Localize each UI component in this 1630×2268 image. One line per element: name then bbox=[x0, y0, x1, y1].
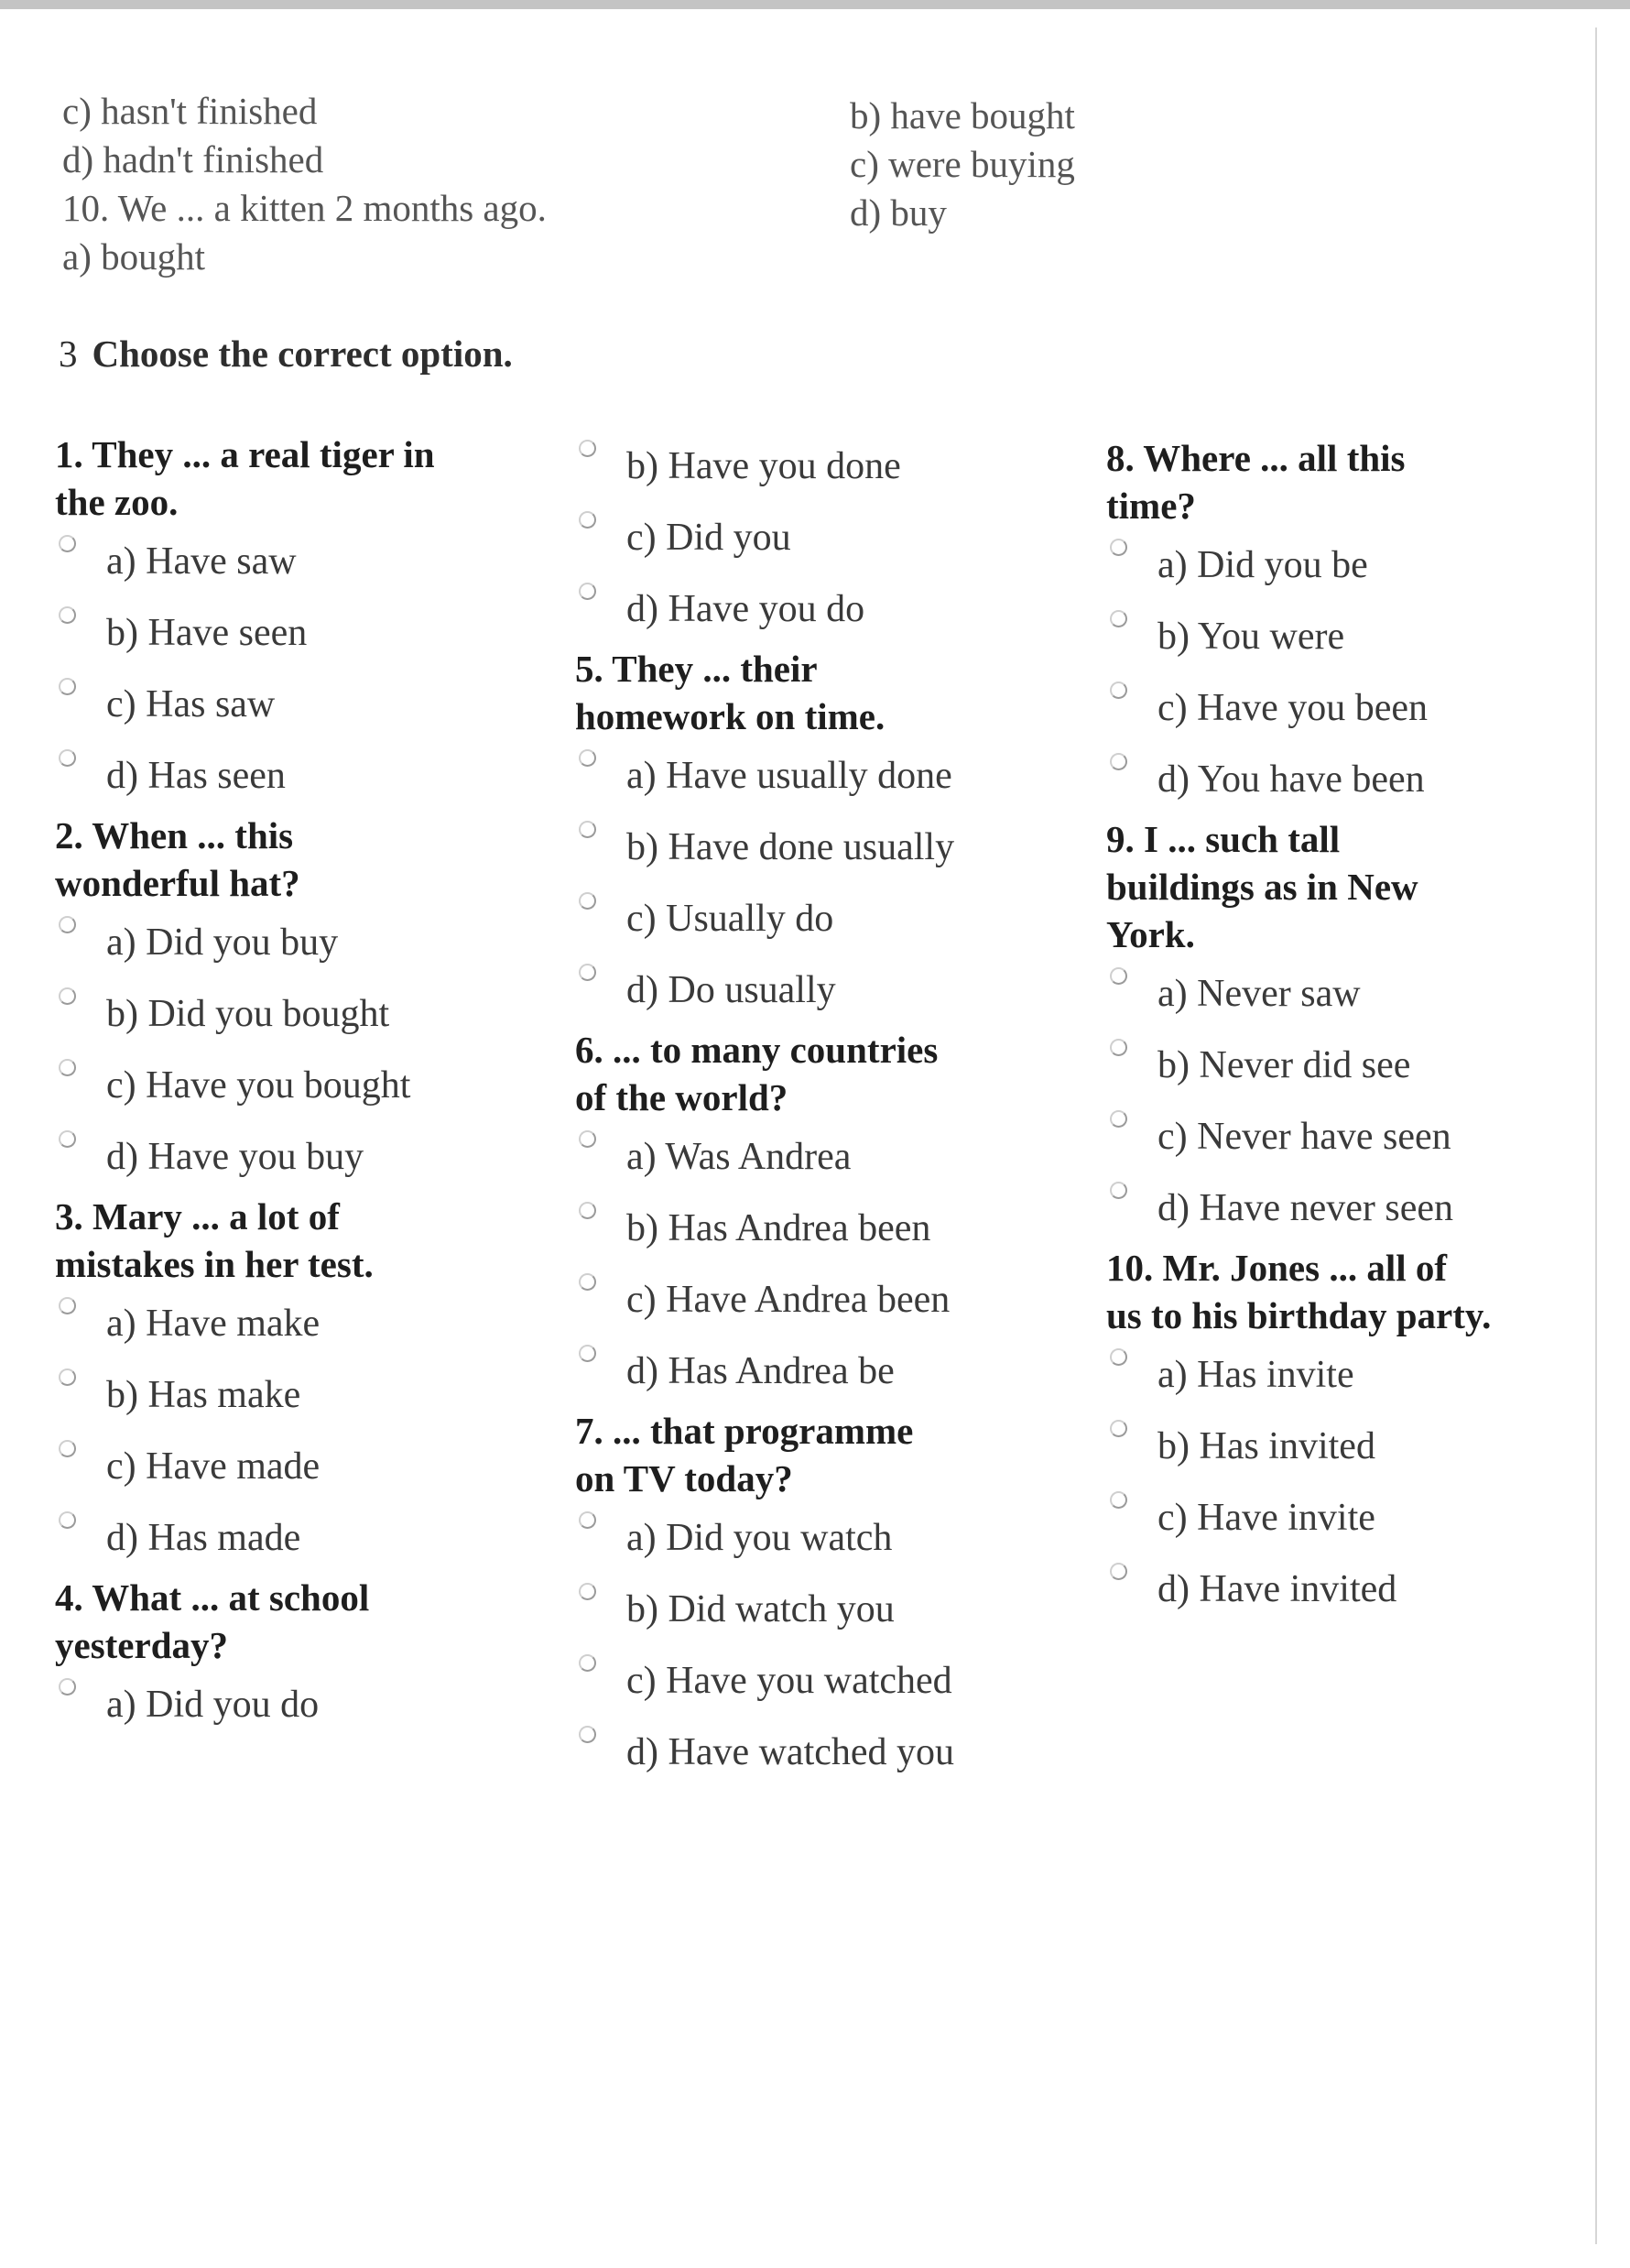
answer-option[interactable] bbox=[575, 740, 1088, 812]
radio-circle-icon[interactable] bbox=[1110, 1420, 1127, 1437]
answer-option[interactable] bbox=[55, 597, 568, 669]
radio-circle-icon[interactable] bbox=[579, 749, 596, 767]
question-stem: buildings as in New bbox=[1106, 866, 1418, 908]
answer-option[interactable] bbox=[575, 1645, 1088, 1717]
answer-option-label: c) Did you bbox=[626, 517, 791, 559]
answer-option-label: b) You were bbox=[1157, 616, 1345, 658]
radio-circle-icon[interactable] bbox=[1110, 753, 1127, 770]
answer-option-label: c) Have you been bbox=[1157, 687, 1429, 729]
question-stem: mistakes in her test. bbox=[55, 1243, 374, 1285]
questions-column-3 bbox=[1106, 434, 1619, 1625]
answer-option[interactable] bbox=[575, 1336, 1088, 1407]
question-stem: time? bbox=[1106, 485, 1196, 527]
answer-option-label: b) Never did see bbox=[1157, 1044, 1411, 1086]
radio-circle-icon[interactable] bbox=[1110, 681, 1127, 699]
question bbox=[1106, 434, 1619, 815]
question-stem: 9. I ... such tall bbox=[1106, 818, 1341, 860]
answer-option[interactable] bbox=[575, 1121, 1088, 1193]
radio-circle-icon[interactable] bbox=[1110, 1491, 1127, 1509]
answer-option[interactable] bbox=[1106, 1172, 1619, 1244]
answer-option-label: b) Has make bbox=[106, 1374, 301, 1416]
answer-option[interactable] bbox=[1106, 601, 1619, 672]
question bbox=[55, 431, 568, 812]
answer-option-label: c) Never have seen bbox=[1157, 1116, 1451, 1158]
answer-option-label: d) Have you buy bbox=[106, 1136, 364, 1178]
radio-circle-icon[interactable] bbox=[59, 678, 76, 695]
question-stem: wonderful hat? bbox=[55, 862, 300, 904]
radio-circle-icon[interactable] bbox=[579, 1583, 596, 1600]
radio-circle-icon[interactable] bbox=[579, 1654, 596, 1672]
previous-exercise-right bbox=[850, 92, 1075, 237]
radio-circle-icon[interactable] bbox=[579, 1726, 596, 1743]
answer-option[interactable] bbox=[1106, 1339, 1619, 1411]
question-stem: 8. Where ... all this bbox=[1106, 437, 1406, 479]
answer-option-label: b) Did watch you bbox=[626, 1588, 895, 1630]
radio-circle-icon[interactable] bbox=[579, 511, 596, 529]
radio-circle-icon[interactable] bbox=[59, 1297, 76, 1314]
prev-line: b) have bought bbox=[850, 94, 1075, 136]
answer-option[interactable] bbox=[55, 1431, 568, 1502]
answer-option-label: d) Have you do bbox=[626, 588, 865, 630]
question-stem: 3. Mary ... a lot of bbox=[55, 1195, 340, 1238]
answer-option-label: c) Has saw bbox=[106, 683, 276, 725]
radio-circle-icon[interactable] bbox=[59, 606, 76, 624]
answer-option[interactable] bbox=[55, 907, 568, 978]
prev-line: 10. We ... a kitten 2 months ago. bbox=[62, 187, 547, 229]
question bbox=[1106, 1244, 1619, 1625]
answer-option[interactable] bbox=[1106, 1554, 1619, 1625]
answer-option-label: c) Have Andrea been bbox=[626, 1279, 951, 1321]
answer-option[interactable] bbox=[575, 573, 1088, 645]
answer-option-label: d) Have invited bbox=[1157, 1568, 1397, 1610]
answer-option[interactable] bbox=[55, 1288, 568, 1359]
answer-option[interactable] bbox=[1106, 1411, 1619, 1482]
question-stem: 6. ... to many countries bbox=[575, 1029, 939, 1071]
answer-option-label: d) Have never seen bbox=[1157, 1187, 1453, 1229]
question-stem: on TV today? bbox=[575, 1457, 793, 1499]
answer-option[interactable] bbox=[55, 1359, 568, 1431]
radio-circle-icon[interactable] bbox=[59, 1368, 76, 1386]
answer-option-label: a) Did you be bbox=[1157, 544, 1368, 586]
answer-option-label: d) Has seen bbox=[106, 755, 286, 797]
question-stem: homework on time. bbox=[575, 695, 886, 737]
radio-circle-icon[interactable] bbox=[1110, 1563, 1127, 1580]
question bbox=[575, 431, 1088, 645]
answer-option[interactable] bbox=[575, 1717, 1088, 1788]
answer-option-label: a) Never saw bbox=[1157, 973, 1361, 1015]
section-number: 3 bbox=[59, 333, 78, 375]
radio-circle-icon[interactable] bbox=[59, 1511, 76, 1529]
answer-option-label: a) Have usually done bbox=[626, 755, 952, 797]
previous-exercise-left bbox=[62, 87, 547, 281]
answer-option-label: b) Have seen bbox=[106, 612, 308, 654]
answer-option-label: c) Have you watched bbox=[626, 1660, 952, 1702]
radio-circle-icon[interactable] bbox=[59, 1130, 76, 1148]
answer-option[interactable] bbox=[1106, 1482, 1619, 1554]
prev-line: a) bought bbox=[62, 235, 205, 278]
answer-option[interactable] bbox=[55, 1050, 568, 1121]
answer-option-label: c) Usually do bbox=[626, 898, 834, 940]
prev-line: c) hasn't finished bbox=[62, 90, 318, 132]
question bbox=[55, 812, 568, 1193]
scan-top-edge bbox=[0, 0, 1630, 9]
answer-option[interactable] bbox=[55, 526, 568, 597]
question-stem: 10. Mr. Jones ... all of bbox=[1106, 1247, 1448, 1289]
answer-option[interactable] bbox=[575, 1264, 1088, 1336]
radio-circle-icon[interactable] bbox=[59, 535, 76, 552]
question bbox=[1106, 815, 1619, 1244]
question-stem: the zoo. bbox=[55, 481, 179, 523]
radio-circle-icon[interactable] bbox=[59, 1440, 76, 1457]
answer-option[interactable] bbox=[1106, 1030, 1619, 1101]
radio-circle-icon[interactable] bbox=[579, 964, 596, 981]
prev-line: c) were buying bbox=[850, 143, 1075, 185]
answer-option[interactable] bbox=[1106, 672, 1619, 744]
prev-line: d) hadn't finished bbox=[62, 138, 324, 180]
question bbox=[575, 1407, 1088, 1788]
answer-option-label: a) Did you watch bbox=[626, 1517, 893, 1559]
radio-circle-icon[interactable] bbox=[1110, 1182, 1127, 1199]
answer-option-label: a) Did you do bbox=[106, 1684, 320, 1726]
question-stem: 5. They ... their bbox=[575, 648, 818, 690]
radio-circle-icon[interactable] bbox=[59, 916, 76, 933]
question-stem: 7. ... that programme bbox=[575, 1410, 914, 1452]
question-stem: us to his birthday party. bbox=[1106, 1294, 1492, 1336]
radio-circle-icon[interactable] bbox=[1110, 1039, 1127, 1056]
answer-option-label: b) Has invited bbox=[1157, 1425, 1375, 1467]
answer-option-label: c) Have made bbox=[106, 1445, 321, 1488]
question-stem: York. bbox=[1106, 913, 1195, 955]
radio-circle-icon[interactable] bbox=[1110, 967, 1127, 985]
question bbox=[55, 1193, 568, 1574]
answer-option-label: d) You have been bbox=[1157, 758, 1425, 801]
answer-option-label: b) Have done usually bbox=[626, 826, 955, 868]
radio-circle-icon[interactable] bbox=[579, 892, 596, 910]
question bbox=[575, 645, 1088, 1026]
answer-option-label: d) Has made bbox=[106, 1517, 301, 1559]
radio-circle-icon[interactable] bbox=[59, 1678, 76, 1696]
answer-option-label: a) Was Andrea bbox=[626, 1136, 852, 1178]
question-stem: 2. When ... this bbox=[55, 814, 294, 856]
answer-option-label: c) Have you bought bbox=[106, 1064, 411, 1107]
answer-option[interactable] bbox=[575, 1193, 1088, 1264]
answer-option[interactable] bbox=[55, 669, 568, 740]
answer-option[interactable] bbox=[575, 431, 1088, 502]
answer-option-label: b) Did you bought bbox=[106, 993, 390, 1035]
questions-column-1 bbox=[55, 431, 568, 1740]
question-stem: 1. They ... a real tiger in bbox=[55, 433, 435, 475]
answer-option[interactable] bbox=[55, 1502, 568, 1574]
answer-option-label: a) Has invite bbox=[1157, 1354, 1354, 1396]
answer-option-label: b) Have you done bbox=[626, 445, 901, 487]
radio-circle-icon[interactable] bbox=[579, 1273, 596, 1291]
radio-circle-icon[interactable] bbox=[579, 440, 596, 457]
answer-option-label: a) Have make bbox=[106, 1303, 321, 1345]
answer-option[interactable] bbox=[1106, 744, 1619, 815]
question bbox=[55, 1574, 568, 1740]
prev-line: d) buy bbox=[850, 191, 947, 234]
radio-circle-icon[interactable] bbox=[579, 1345, 596, 1362]
answer-option[interactable] bbox=[1106, 1101, 1619, 1172]
answer-option-label: a) Did you buy bbox=[106, 921, 339, 964]
answer-option-label: b) Has Andrea been bbox=[626, 1207, 931, 1249]
radio-circle-icon[interactable] bbox=[59, 987, 76, 1005]
answer-option[interactable] bbox=[575, 502, 1088, 573]
section-heading bbox=[59, 332, 513, 376]
question-stem: 4. What ... at school bbox=[55, 1576, 370, 1619]
answer-option[interactable] bbox=[55, 740, 568, 812]
answer-option[interactable] bbox=[1106, 529, 1619, 601]
section-title: Choose the correct option. bbox=[92, 333, 513, 375]
radio-circle-icon[interactable] bbox=[579, 1511, 596, 1529]
question-stem: yesterday? bbox=[55, 1624, 229, 1666]
radio-circle-icon[interactable] bbox=[1110, 610, 1127, 627]
answer-option[interactable] bbox=[575, 883, 1088, 954]
radio-circle-icon[interactable] bbox=[1110, 539, 1127, 556]
radio-circle-icon[interactable] bbox=[1110, 1110, 1127, 1128]
radio-circle-icon[interactable] bbox=[1110, 1348, 1127, 1366]
answer-option-label: a) Have saw bbox=[106, 540, 297, 583]
radio-circle-icon[interactable] bbox=[579, 1130, 596, 1148]
radio-circle-icon[interactable] bbox=[579, 821, 596, 838]
answer-option[interactable] bbox=[55, 1669, 568, 1740]
answer-option-label: d) Has Andrea be bbox=[626, 1350, 895, 1392]
questions-column-2 bbox=[575, 431, 1088, 1788]
answer-option-label: c) Have invite bbox=[1157, 1497, 1375, 1539]
radio-circle-icon[interactable] bbox=[59, 749, 76, 767]
answer-option[interactable] bbox=[575, 1502, 1088, 1574]
question-stem: of the world? bbox=[575, 1076, 788, 1118]
question bbox=[575, 1026, 1088, 1407]
radio-circle-icon[interactable] bbox=[59, 1059, 76, 1076]
answer-option-label: d) Have watched you bbox=[626, 1731, 955, 1773]
answer-option[interactable] bbox=[575, 954, 1088, 1026]
answer-option[interactable] bbox=[575, 812, 1088, 883]
answer-option-label: d) Do usually bbox=[626, 969, 836, 1011]
radio-circle-icon[interactable] bbox=[579, 583, 596, 600]
radio-circle-icon[interactable] bbox=[579, 1202, 596, 1219]
answer-option[interactable] bbox=[55, 1121, 568, 1193]
answer-option[interactable] bbox=[55, 978, 568, 1050]
answer-option[interactable] bbox=[1106, 958, 1619, 1030]
answer-option[interactable] bbox=[575, 1574, 1088, 1645]
